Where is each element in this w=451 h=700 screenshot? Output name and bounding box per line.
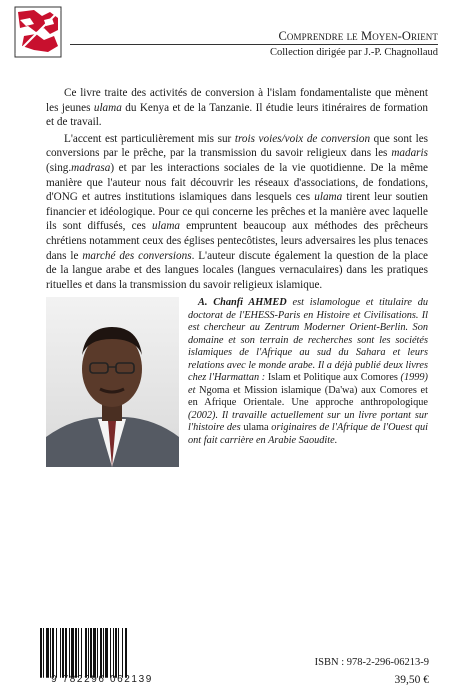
text-italic: ulama	[152, 220, 180, 233]
text-italic: (1999)	[400, 372, 428, 383]
text-italic: marché des conversions	[82, 249, 192, 262]
text-span: (sing.	[46, 161, 72, 174]
text-italic: madrasa	[71, 161, 111, 174]
text-span: Ce livre traite des activités de conversion à l'islam fondamentaliste que mènent les jeunes	[46, 87, 428, 114]
barcode-bar	[56, 628, 57, 678]
barcode-bar	[46, 628, 49, 678]
series-header	[70, 6, 438, 58]
series-title: Comprendre le Moyen-Orient	[278, 29, 438, 43]
text-span: empruntent beaucoup aux méthodes des prêcheurs chrétiens notamment ceux des églises pentecôtistes, leurs adversaires les plus tenaces dans le	[46, 220, 428, 262]
barcode-bar	[122, 628, 123, 678]
barcode-bar	[71, 628, 74, 678]
price: 39,50 €	[394, 674, 429, 686]
author-bio	[188, 297, 428, 447]
barcode-bar	[75, 628, 77, 678]
bio-paragraph	[188, 297, 428, 447]
text-span: ) et par les interactions sociales de la vie quotidienne. De la même manière que l'auteur nous fait découvrir les réseaux d'associations, de fondations, d'ONG et autres institutions islamiques dans lesquels ces	[46, 161, 428, 204]
text-span: du Kenya et de la Tanzanie. Il étudie leurs itinéraires de formation et de travail.	[46, 101, 429, 129]
map-logo-icon	[14, 6, 62, 58]
barcode-bar	[90, 628, 92, 678]
barcode-bar	[52, 628, 54, 678]
barcode-bar	[85, 628, 87, 678]
text-italic: (2002).	[188, 409, 219, 421]
barcode-bar	[103, 628, 104, 678]
barcode-bar	[43, 628, 44, 678]
barcode-bar	[81, 628, 82, 678]
barcode-bar	[65, 628, 67, 678]
text-italic: trois voies/voix de conversion	[234, 132, 371, 145]
barcode-bar	[115, 628, 117, 678]
barcode-icon	[38, 628, 166, 680]
book-description	[46, 86, 428, 293]
text-span: . L'auteur discute également la question de la place de la langue arabe et des langues locales (langues vernaculaires) dans les pratiques rituelles et dans la transmission du savoir religieux islamique.	[46, 249, 428, 291]
text-italic: est islamologue et titulaire du doctorat de l'EHESS-Paris en Histoire et Civilisations. Il est chercheur au Zentrum Moderner Orient-Berlin. Son domaine et son terrain de recherches sont les sociétés islamiques de l'Afrique au sud du Sahara et leurs relations avec le monde arabe. Il a déjà publié deux livres chez l'Harmattan :	[188, 297, 428, 383]
text-italic: Il travaille actuellement sur un livre portant sur l'histoire des	[188, 409, 428, 433]
barcode-digits: 9 782296 062139	[51, 674, 153, 685]
barcode-bar	[97, 628, 98, 678]
text-span: que sont les conversions par le prêche, par la transmission du savoir religieux dans les	[46, 132, 429, 160]
book-title: Islam et Politique aux Comores	[267, 372, 398, 383]
header-divider	[70, 44, 438, 45]
text-span: tirent leur soutien financier et idéologique. Pour ce qui concerne les prêches et la manière avec laquelle ils sont diffusés, ces	[46, 191, 429, 233]
barcode-bar	[105, 628, 108, 678]
text-italic: ulama	[314, 191, 343, 204]
barcode-bar	[69, 628, 70, 678]
text-italic: originaires de l'Afrique de l'Ouest qui ont fait carrière en Arabie Saoudite.	[188, 422, 429, 446]
author-name: A. Chanfi AHMED	[198, 297, 287, 308]
book-title: Ngoma et Mission islamique (Da'wa) aux Comores et en Afrique Orientale. Une approche anthropologique	[188, 384, 428, 408]
text-italic: et	[188, 384, 196, 396]
barcode-bar	[93, 628, 96, 678]
series-subtitle: Collection dirigée par J.-P. Chagnollaud	[270, 47, 438, 58]
text-span: ulama	[243, 422, 269, 433]
description-paragraph-2	[46, 132, 428, 293]
barcode-bar	[118, 628, 119, 678]
barcode-bar	[50, 628, 51, 678]
text-italic: madaris	[391, 147, 428, 160]
barcode-bar	[125, 628, 127, 678]
text-italic: ulama	[93, 101, 122, 114]
description-paragraph-1	[46, 86, 428, 130]
author-portrait	[46, 297, 179, 467]
barcode-bar	[78, 628, 79, 678]
text-span: L'accent est particulièrement mis sur	[64, 132, 232, 145]
barcode-bar	[60, 628, 61, 678]
barcode-bar	[62, 628, 64, 678]
barcode-bar	[113, 628, 114, 678]
barcode-bar	[88, 628, 89, 678]
barcode-bar	[40, 628, 42, 678]
barcode-bar	[100, 628, 102, 678]
barcode-bar	[110, 628, 111, 678]
isbn: ISBN : 978-2-296-06213-9	[314, 657, 429, 668]
